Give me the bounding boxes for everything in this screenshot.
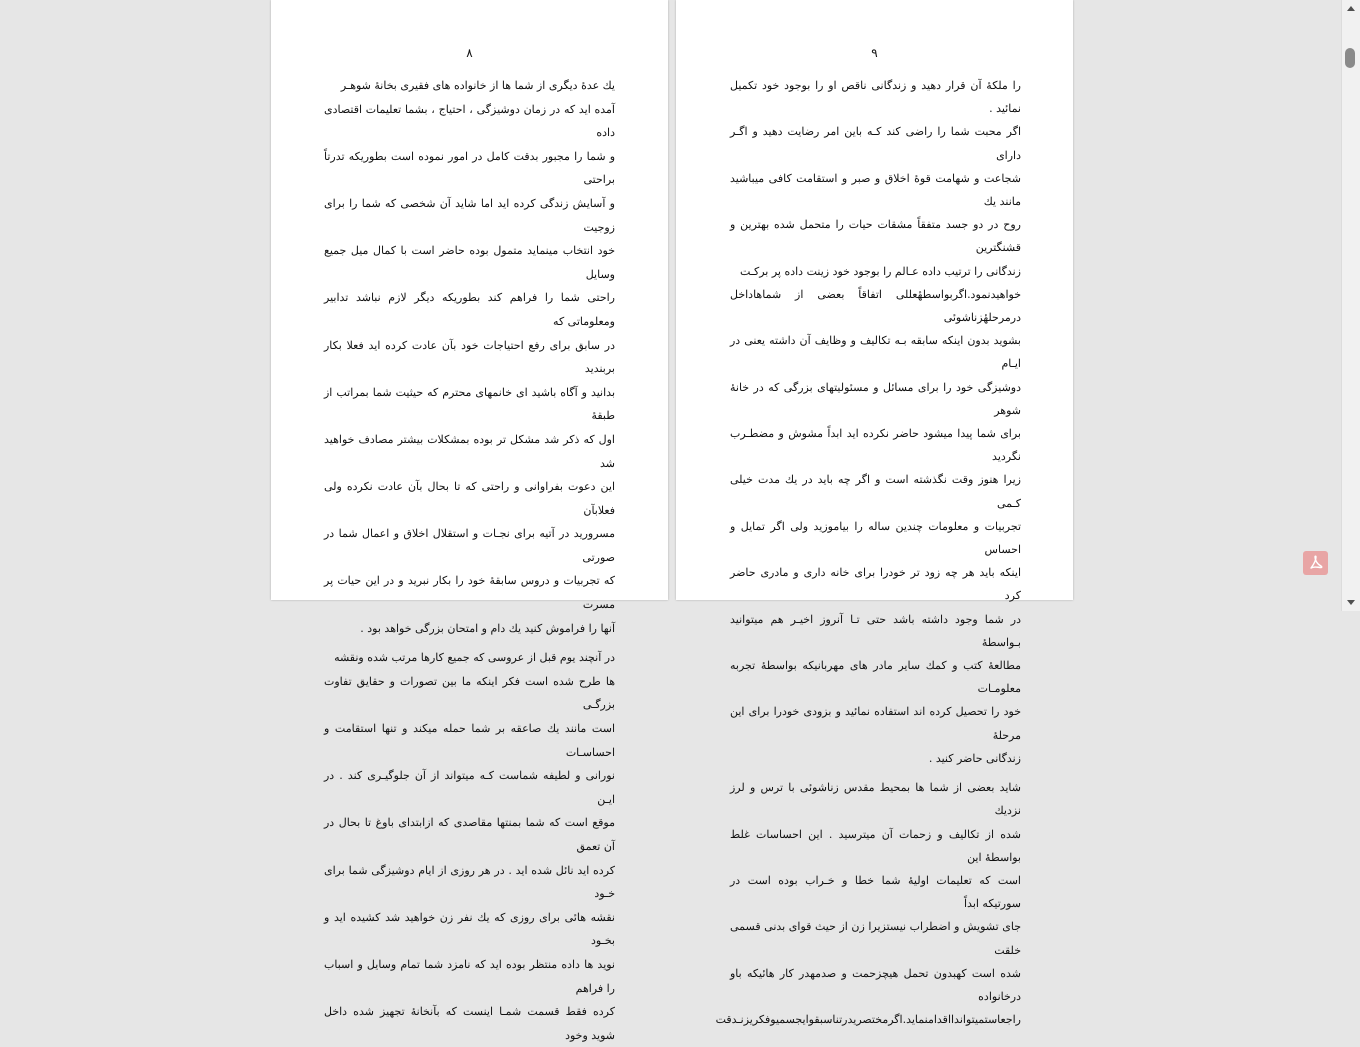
text-line: تجربیات و معلومات چندین ساله را بیاموزید ولی اگر تمایل و احساس	[730, 519, 1021, 557]
page-text	[324, 74, 615, 1047]
text-line: اول که ذکر شد مشکل تر بوده بمشکلات بیشتر مصادف خواهید شد	[324, 432, 615, 470]
text-line: جای تشویش و اضطراب نیستزیرا زن از حیث قوای بدنی قسمی خلقت	[730, 920, 1021, 957]
text-line: کرده فقط قسمت شمـا اینست که بآنخانهٔ تجهیز شده داخل شوید وخود	[324, 1005, 615, 1042]
text-line: خود انتخاب مینماید متمول بوده حاضر است با کمال میل جمیع وسایل	[324, 244, 615, 281]
text-line: این دعوت بفراوانی و راحتی که تا بحال بآن عادت نکرده ولی فعلابآن	[324, 480, 615, 517]
text-line: شجاعت و شهامت قوهٔ اخلاق و صبر و استقامت کافی میباشید مانند یك	[730, 171, 1021, 209]
text-line: در شما وجود داشته باشد حتی تـا آنروز اخیـر هم میتوانید بـواسطهٔ	[730, 612, 1021, 649]
text-line: مطالعهٔ کتب و کمك سایر مادر های مهربانیکه بواسطهٔ تجربه معلومـات	[730, 659, 1021, 696]
scroll-down-arrow-icon[interactable]	[1347, 600, 1355, 605]
text-line: روح در دو جسد متفقاً مشقات حیات را متحمل شده بهترین و قشنگترین	[730, 218, 1021, 255]
text-line: موقع است که شما بمنتها مقاصدی که ازابتدای باوغ تا بحال در آن تعمق	[324, 816, 615, 853]
text-line: را ملکهٔ آن قرار دهید و زندگانی ناقص او را بوجود خود تکمیل نمائید .	[730, 79, 1021, 116]
document-page-8	[271, 0, 668, 1042]
pdf-download-button[interactable]	[1303, 551, 1328, 575]
text-line: زندگانی حاضر کنید .	[928, 751, 1021, 765]
scroll-up-arrow-icon[interactable]	[1347, 6, 1355, 11]
page-number: ۸	[466, 46, 473, 60]
text-line: اگر محبت شما را راضی کند کـه باین امر رضایت دهید و اگـر دارای	[730, 125, 1021, 162]
text-line: دوشیزگی خود را برای مسائل و مسئولیتهای بزرگی که در خانهٔ شوهر	[730, 380, 1021, 417]
text-line: زندگانی را ترتیب داده عـالم را بوجود خود زینت داده پر برکـت	[739, 264, 1021, 278]
text-line: اینکه باید هر چه زود تر خودرا برای خانه داری و مادری حاضر کرد	[730, 566, 1021, 603]
text-line: که تجربیات و دروس سابقهٔ خود را بکار نبرید و در این حیات پر مسرت	[324, 574, 615, 612]
text-line: در سابق برای رفع احتیاجات خود بآن عادت کرده اید فعلا بکار بربندید	[324, 338, 615, 376]
vertical-scrollbar[interactable]	[1341, 0, 1360, 611]
text-line: برای شما پیدا میشود حاضر نکرده اید ابداً مشوش و مضطـرب نگردید	[730, 427, 1021, 464]
text-line: و شما را مجبور بدقت کامل در امور نموده است بطوریکه تدرتاً براحتی	[324, 149, 615, 187]
text-line: بشوید بدون اینکه سابقه بـه تکالیف و وظایف آن داشته یعنی در ایـام	[730, 334, 1021, 371]
text-line: خود را تحصیل کرده اند استفاده نمائید و بزودی خودرا برای این مرحلهٔ	[730, 705, 1021, 742]
text-line: در آنچند یوم قبل از عروسی که جمیع کارها مرتب شده ونقشه	[334, 651, 615, 665]
page-text	[715, 74, 1021, 1031]
text-line: کرده اید نائل شده اید . در هر روزی از ایام دوشیزگی شما برای خـود	[324, 863, 615, 901]
text-line: شاید بعضی از شما ها بمحیط مقدس زناشوئی با ترس و لرز نزدیك	[730, 781, 1021, 818]
text-line: راجعاستمیتواندااقدامنماید.اگرمختصریدرتناسبقوایجسمیوفکریزنـدقت	[715, 1013, 1021, 1027]
text-line: آنها را فراموش کنید یك دام و امتحان بزرگی خواهد بود .	[360, 621, 615, 635]
text-line: نورانی و لطیفه شماست کـه میتواند از آن جلوگیـری کند . در ایـن	[324, 769, 615, 806]
text-line: زیرا هنوز وقت نگذشته است و اگر چه باید در یك مدت خیلی کـمی	[730, 473, 1021, 510]
text-line: شده است کهبدون تحمل هیچزحمت و صدمهدر کار هائیکه باو درخانواده	[730, 966, 1021, 1003]
scroll-thumb[interactable]	[1345, 48, 1355, 68]
text-line: شده از تکالیف و زحمات آن میترسید . این احساسات غلط بواسطهٔ این	[730, 827, 1021, 864]
text-line: بدانید و آگاه باشید ای خانمهای محترم که حیثیت شما بمراتب از طبقهٔ	[324, 385, 615, 423]
text-line: نقشه هائی برای روزی که یك نفر زن خواهید شد کشیده اید و بخـود	[324, 910, 615, 948]
text-line: راحتی شما را فراهم کند بطوریکه دیگر لازم نباشد تدابیر ومعلوماتی که	[324, 291, 615, 328]
page-number: ۹	[871, 46, 878, 60]
text-line: آمده اید که در زمان دوشیزگی ، احتیاج ، بشما تعلیمات اقتصادی داده	[324, 102, 615, 140]
text-line: و آسایش زندگی کرده اید اما شاید آن شخصی که شما را برای زوجیت	[324, 196, 615, 234]
text-line: ها طرح شده است فکر اینکه ما بین تصورات و حقایق تفاوت بزرگـی	[324, 674, 615, 712]
document-page-9	[676, 0, 1073, 1027]
text-line: مسرورید در آتیه برای نجـات و استقلال اخلاق و اعمال شما در صورتی	[324, 527, 615, 564]
text-line: است که تعلیمات اولیهٔ شما خطا و خـراب بوده است در سورتیکه ابداً	[730, 873, 1021, 911]
text-line: خواهیدنمود.اگربواسطهٔعللی اتفاقاً بعضی از شماهاداخل درمرحلهٔزناشوئی	[730, 287, 1021, 325]
text-line: یك عدهٔ دیگری از شما ها از خانواده های فقیری بخانهٔ شوهـر	[340, 79, 615, 92]
text-line: است مانند یك صاعقه بر شما حمله میکند و تنها استقامت و احساسـات	[324, 722, 615, 759]
pdf-file-icon	[1308, 555, 1324, 571]
text-line: نوید ها داده منتظر بوده اید که نامزد شما تمام وسایل و اسباب را فراهم	[324, 957, 615, 995]
